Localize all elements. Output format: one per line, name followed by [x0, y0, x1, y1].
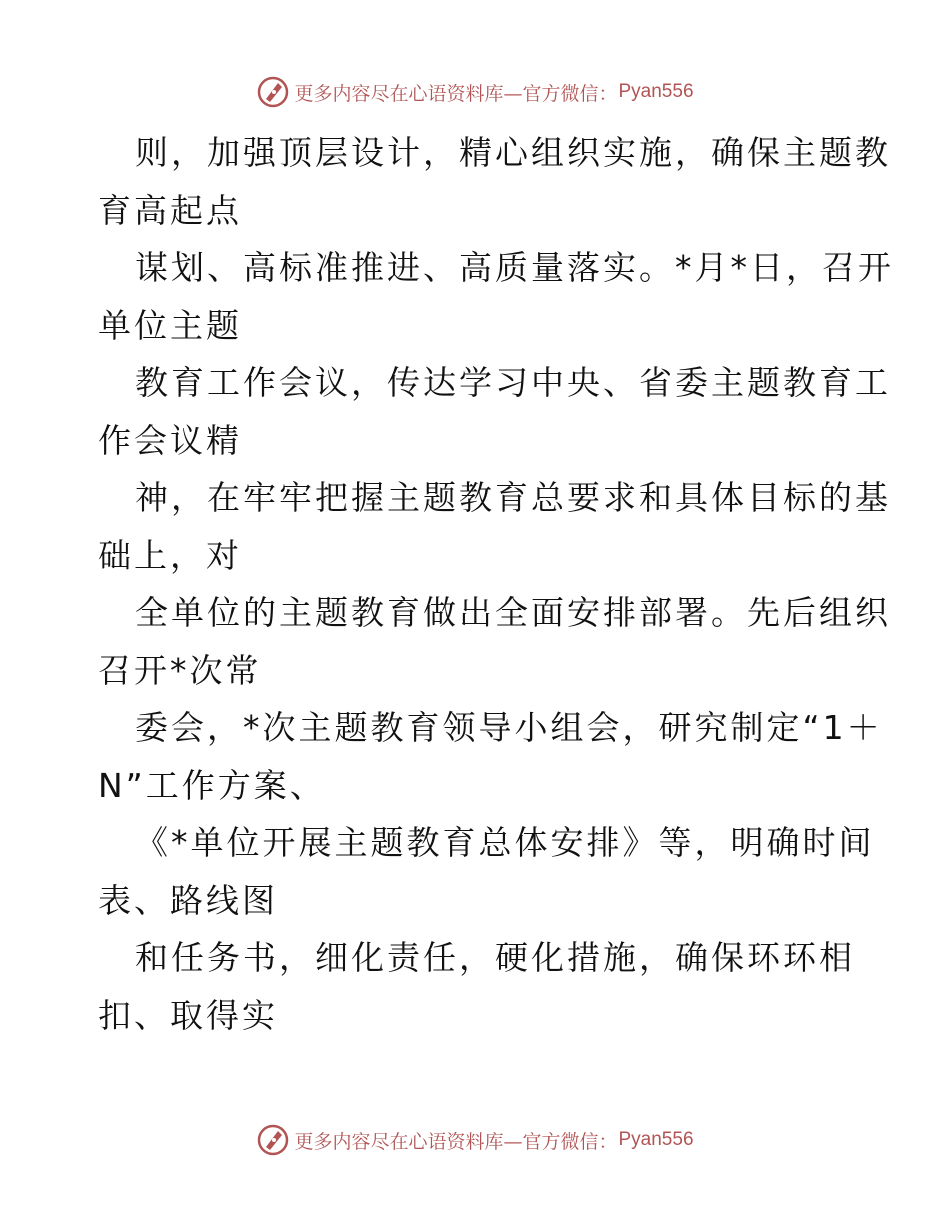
footer-banner: [0, 1120, 950, 1160]
text-line: 委会，*次主题教育领导小组会，研究制定“1＋: [135, 708, 883, 747]
text-line: 作会议精: [98, 420, 242, 460]
text-line: 育高起点: [98, 190, 242, 230]
header-text: 更多内容尽在心语资料库—官方微信：: [294, 82, 618, 105]
body-text: [98, 124, 894, 1044]
header-banner: [0, 72, 950, 112]
footer-wechat-handle: Pyan556: [618, 1129, 694, 1150]
header-wechat-handle: Pyan556: [618, 81, 694, 102]
text-line: 《*单位开展主题教育总体安排》等，明确时间: [135, 823, 875, 862]
text-line: 单位主题: [98, 305, 242, 345]
footer-text: 更多内容尽在心语资料库—官方微信：: [294, 1130, 618, 1153]
text-line: 谋划、高标准推进、高质量落实。*月*日，召开: [135, 248, 894, 287]
text-line: 神，在牢牢把握主题教育总要求和具体目标的基: [135, 478, 891, 517]
text-line: 表、路线图: [98, 880, 278, 920]
text-line: 教育工作会议，传达学习中央、省委主题教育工: [135, 363, 891, 402]
text-line: 全单位的主题教育做出全面安排部署。先后组织: [135, 593, 891, 632]
text-line: 召开*次常: [98, 650, 262, 690]
text-line: 则，加强顶层设计，精心组织实施，确保主题教: [135, 133, 891, 172]
text-line: N”工作方案、: [98, 765, 326, 805]
text-line: 扣、取得实: [98, 995, 278, 1035]
pen-nib-seal-icon: [256, 75, 290, 109]
pen-nib-seal-icon: [256, 1123, 290, 1157]
text-line: 础上，对: [98, 535, 242, 575]
text-line: 和任务书，细化责任，硬化措施，确保环环相: [135, 938, 855, 977]
